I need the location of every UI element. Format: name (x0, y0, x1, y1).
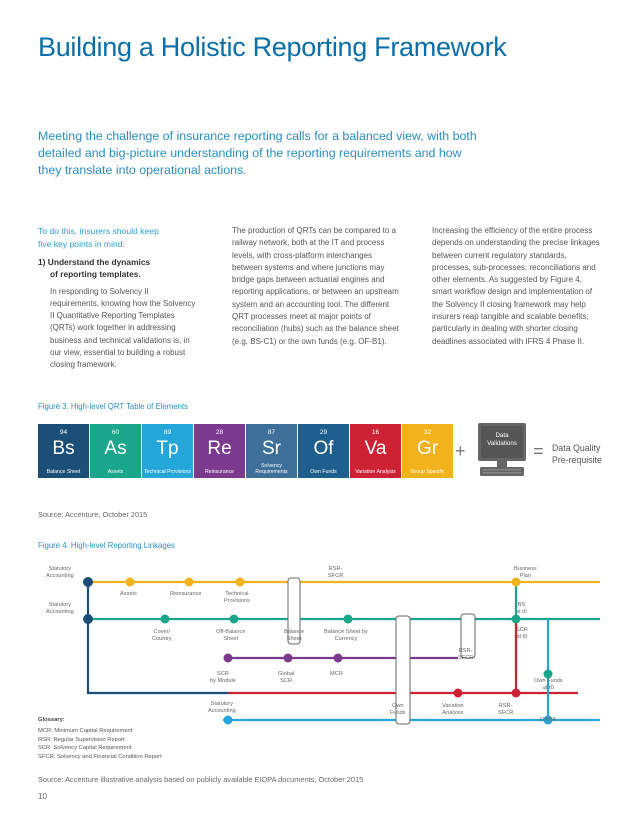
label-own-funds-t0: Own Funds at t0 (534, 678, 563, 691)
label-balance-sheet: Balance Sheet (284, 629, 305, 642)
label-scr-t0: SCR at t0 (516, 627, 528, 640)
data-quality-result: Data Quality Pre-requisite (552, 443, 602, 465)
plus-sign: + (455, 441, 466, 461)
label-global-scr: Global SCR (278, 671, 295, 684)
element-tile-va: 16 Va Variation Analysis (350, 424, 401, 478)
element-tile-as: 60 As Assets (90, 424, 141, 478)
label-mcr: MCR (330, 671, 343, 677)
label-orsa: ORSA (540, 717, 556, 723)
label-own-funds: Own Funds (390, 703, 406, 716)
page-number: 10 (38, 792, 47, 801)
figure-3-source: Source: Accenture, October 2015 (38, 510, 148, 519)
equals-sign: = (533, 441, 544, 461)
figure-4-caption: Figure 4. High-level Reporting Linkages (38, 541, 175, 550)
element-tile-sr: 87 Sr Solvency Requirements (246, 424, 297, 478)
page-title: Building a Holistic Reporting Framework (38, 32, 507, 62)
label-variation-analysis: Variation Analysis (442, 703, 464, 716)
label-business-plan: Business Plan (514, 566, 537, 579)
lead-paragraph: Meeting the challenge of insurance reporting calls for a balanced view, with both detailed and big-picture understanding of the reporting requirements and how they translate into operational actions. (38, 129, 477, 177)
label-reinsurance: Reinsurance (170, 591, 202, 597)
label-off-balance-sheet: Off-Balance Sheet (216, 629, 246, 642)
label-statutory-accounting-bottom: Statutory Accounting (208, 701, 236, 714)
glossary-item: RSR: Regular Supervision Report (38, 736, 125, 743)
element-tile-of: 29 Of Own Funds (298, 424, 349, 478)
intro-text: To do this, insurers should keep five key points in mind: (38, 226, 159, 249)
figure-4-source: Source: Accenture illustrative analysis based on publicly available EIOPA documents, October 2015 (38, 775, 364, 784)
label-rsr-sfcr-mid: RSR- SFCR (458, 648, 474, 661)
column-2: The production of QRTs can be compared to a railway network, both at the IT and process levels, with cross-platform interchanges between systems and where junctions may bridge gaps between actuarial engines and reporting applications, or between an upstream system and an accounting tool. The different QRT processes meet at major points of reconciliation (hubs) such as the balance sheet (e.g. BS-C1) or the own funds (e.g. OF-B1). (232, 226, 399, 346)
label-technical-provisions: Technical Provisions (224, 591, 250, 604)
column-3: Increasing the efficiency of the entire process depends on understanding the precise linkages between current regulatory standards, processes, sub-processes, reconciliations and other elements. As suggested by Figure 4, smart workflow design and implementation of the Solvency II closing framework may help insurers reap tangible and scalable benefits, particularly in dealing with shorter closing deadlines associated with IFRS 4 Phase II. (432, 226, 600, 346)
element-tile-bs: 94 Bs Balance Sheet (38, 424, 89, 478)
computer-monitor-icon (476, 422, 528, 478)
element-tile-gr: 32 Gr Group Specific (402, 424, 453, 478)
label-rsr-sfcr-bottom: RSR- SFCR (498, 703, 514, 716)
label-statutory-accounting-mid: Statutory Accounting (46, 602, 74, 615)
figure-3-caption: Figure 3. High-level QRT Table of Elements (38, 402, 188, 411)
label-statutory-accounting-top: Statutory Accounting (46, 566, 74, 579)
glossary-item: MCR: Minimum Capital Requirement (38, 728, 133, 735)
label-assets: Assets (120, 591, 137, 597)
data-validations-label: Data Validations (487, 432, 517, 447)
key-point-body: In responding to Solvency II requirements, knowing how the Solvency II Quantitative Reporting Templates (QRTs) work together in addressing business and technical validations is, in our view, essential to building a robust closing framework. (50, 286, 196, 370)
label-cover-country: Cover/ Country (152, 629, 172, 642)
label-rsr-sfcr-top: RSR- SFCR (328, 566, 344, 579)
glossary: Glossary: MCR: Minimum Capital Requirement RSR: Regular Supervision Report SCR: Solvency Capital Requirement SFCR: Solvency and Financial Condition Report (38, 717, 162, 760)
column-1 (38, 225, 198, 372)
key-point-heading: 1) Understand the dynamics of reporting templates. (38, 257, 151, 280)
label-scr-by-module: SCR by Module (210, 671, 236, 684)
glossary-item: SFCR: Solvency and Financial Condition Report (38, 753, 162, 760)
element-tile-re: 28 Re Reinsurance (194, 424, 245, 478)
glossary-item: SCR: Solvency Capital Requirement (38, 745, 132, 752)
label-bs-t0: BS at t0 (516, 602, 527, 615)
label-bs-by-currency: Balance Sheet by Currency (324, 629, 368, 642)
element-tile-tp: 89 Tp Technical Provisions (142, 424, 193, 478)
